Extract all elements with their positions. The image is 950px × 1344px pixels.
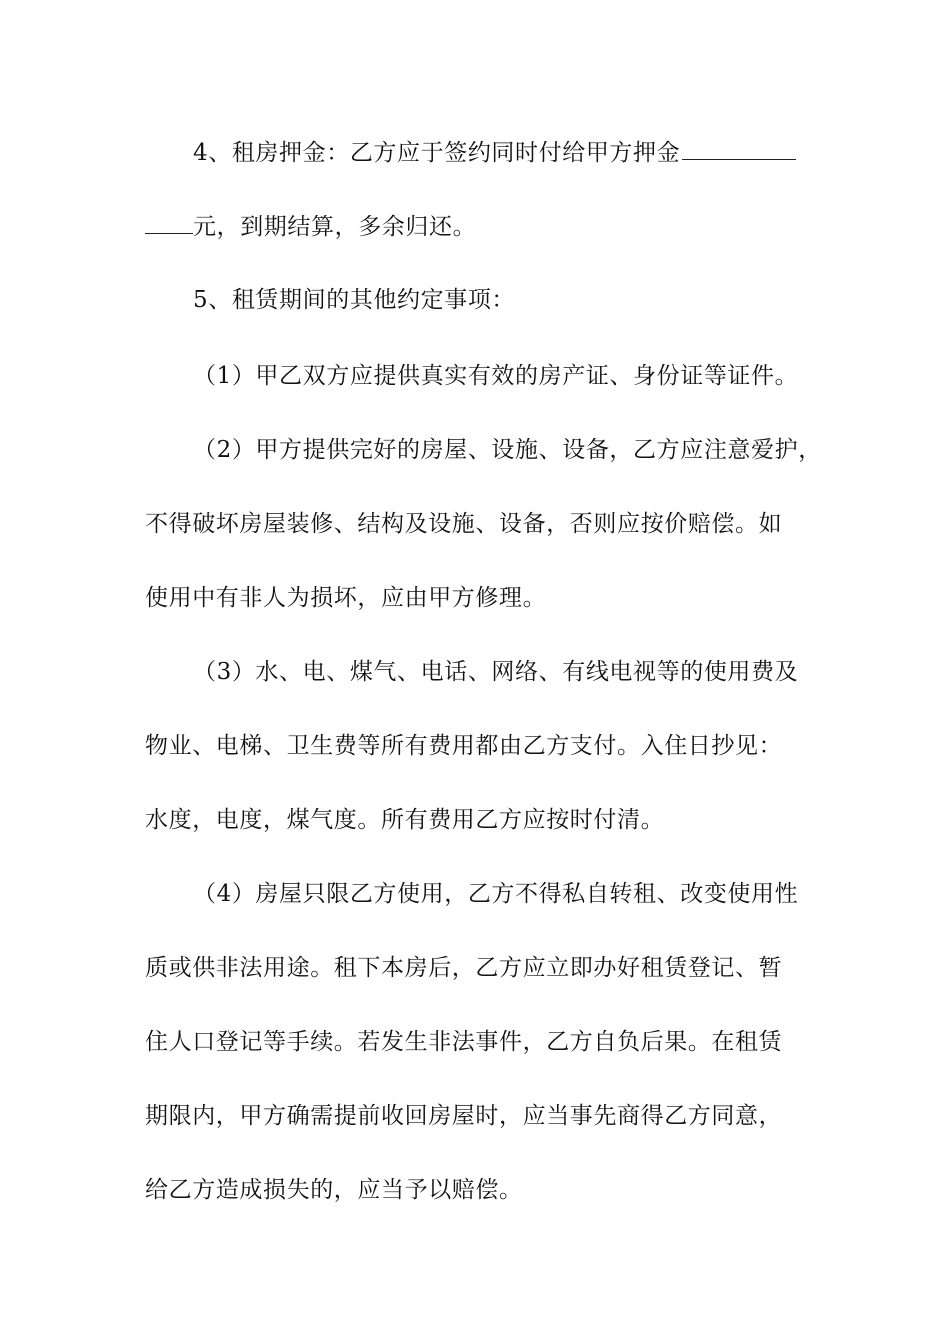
term-3-line-3: 水度，电度，煤气度。所有费用乙方应按时付清。 xyxy=(145,807,665,833)
term-1-line-1: （1）甲乙双方应提供真实有效的房产证、身份证等证件。 xyxy=(193,363,799,389)
term-2-line-1: （2）甲方提供完好的房屋、设施、设备，乙方应注意爱护， xyxy=(193,437,822,463)
deposit-amount-blank-continued xyxy=(145,211,193,234)
deposit-settlement-text: 元，到期结算，多余归还。 xyxy=(193,214,477,240)
section-other-terms-heading: 5、租赁期间的其他约定事项： xyxy=(193,287,516,313)
term-2-line-3: 使用中有非人为损坏，应由甲方修理。 xyxy=(145,585,547,611)
paragraph-deposit xyxy=(193,137,796,168)
term-4-line-5: 给乙方造成损失的，应当予以赔偿。 xyxy=(145,1177,523,1203)
term-4-line-1: （4）房屋只限乙方使用，乙方不得私自转租、改变使用性 xyxy=(193,881,799,907)
deposit-text: 4、租房押金：乙方应于签约同时付给甲方押金 xyxy=(193,140,681,166)
term-4-line-4: 期限内，甲方确需提前收回房屋时，应当事先商得乙方同意， xyxy=(145,1103,783,1129)
term-3-line-2: 物业、电梯、卫生费等所有费用都由乙方支付。入住日抄见： xyxy=(145,733,783,759)
term-3-line-1: （3）水、电、煤气、电话、网络、有线电视等的使用费及 xyxy=(193,659,799,685)
deposit-amount-blank xyxy=(682,137,796,160)
term-2-line-2: 不得破坏房屋装修、结构及设施、设备，否则应按价赔偿。如 xyxy=(145,511,783,537)
term-4-line-2: 质或供非法用途。租下本房后，乙方应立即办好租赁登记、暂 xyxy=(145,955,783,981)
paragraph-deposit-continued xyxy=(145,211,476,242)
term-4-line-3: 住人口登记等手续。若发生非法事件，乙方自负后果。在租赁 xyxy=(145,1029,783,1055)
